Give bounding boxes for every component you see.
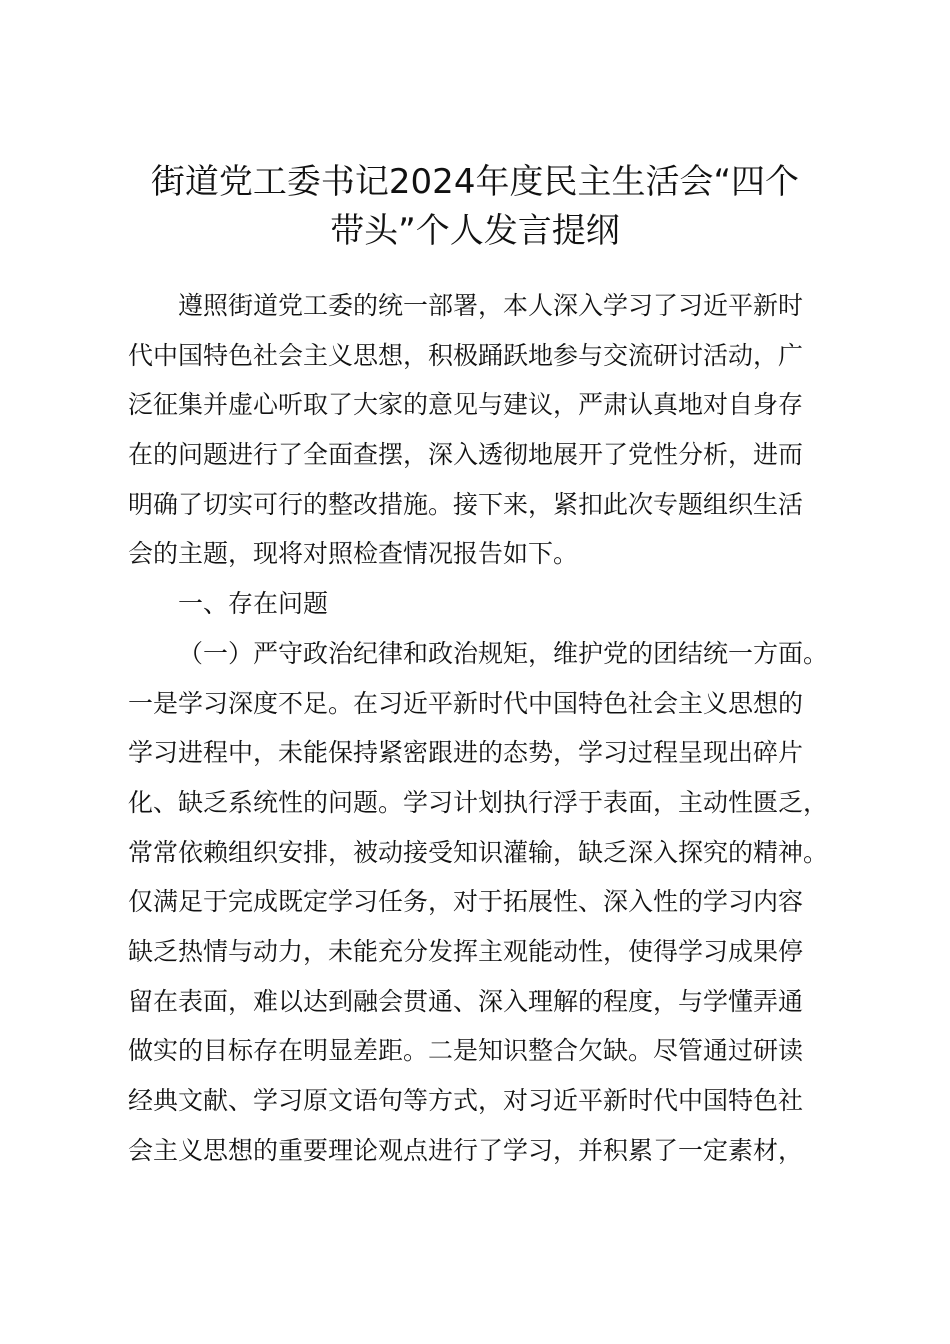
intro-line: 明确了切实可行的整改措施。接下来，紧扣此次专题组织生活 xyxy=(128,489,804,519)
subsection-line: 一是学习深度不足。在习近平新时代中国特色社会主义思想的 xyxy=(128,688,804,718)
subsection-line: 学习进程中，未能保持紧密跟进的态势，学习过程呈现出碎片 xyxy=(128,738,804,768)
intro-line: 在的问题进行了全面查摆，深入透彻地展开了党性分析，进而 xyxy=(128,440,804,470)
intro-line: 会的主题，现将对照检查情况报告如下。 xyxy=(128,539,579,569)
intro-line: 遵照街道党工委的统一部署，本人深入学习了习近平新时 xyxy=(178,291,804,320)
intro-line: 代中国特色社会主义思想，积极踊跃地参与交流研讨活动，广 xyxy=(128,340,804,370)
subsection-line: 经典文献、学习原文语句等方式，对习近平新时代中国特色社 xyxy=(128,1086,804,1115)
subsection-line: （一）严守政治纪律和政治规矩，维护党的团结统一方面。 xyxy=(178,638,829,668)
subsection-line: 仅满足于完成既定学习任务，对于拓展性、深入性的学习内容 xyxy=(128,887,804,917)
subsection-line: 常常依赖组织安排，被动接受知识灌输，缺乏深入探究的精神。 xyxy=(128,837,829,867)
section-heading: 一、存在问题 xyxy=(178,589,329,619)
subsection-line: 留在表面，难以达到融会贯通、深入理解的程度，与学懂弄通 xyxy=(128,986,804,1016)
document-title xyxy=(100,158,850,256)
subsection-line: 化、缺乏系统性的问题。学习计划执行浮于表面，主动性匮乏， xyxy=(128,787,829,817)
subsection-line: 缺乏热情与动力，未能充分发挥主观能动性，使得学习成果停 xyxy=(128,936,804,966)
title-line-2: 带头”个人发言提纲 xyxy=(330,211,620,251)
subsection-line: 做实的目标存在明显差距。二是知识整合欠缺。尽管通过研读 xyxy=(128,1036,804,1066)
intro-line: 泛征集并虚心听取了大家的意见与建议，严肃认真地对自身存 xyxy=(128,390,804,420)
subsection-line: 会主义思想的重要理论观点进行了学习，并积累了一定素材， xyxy=(128,1135,804,1165)
title-line-1: 街道党工委书记2024年度民主生活会“四个 xyxy=(150,162,800,202)
document-body xyxy=(128,281,868,1175)
